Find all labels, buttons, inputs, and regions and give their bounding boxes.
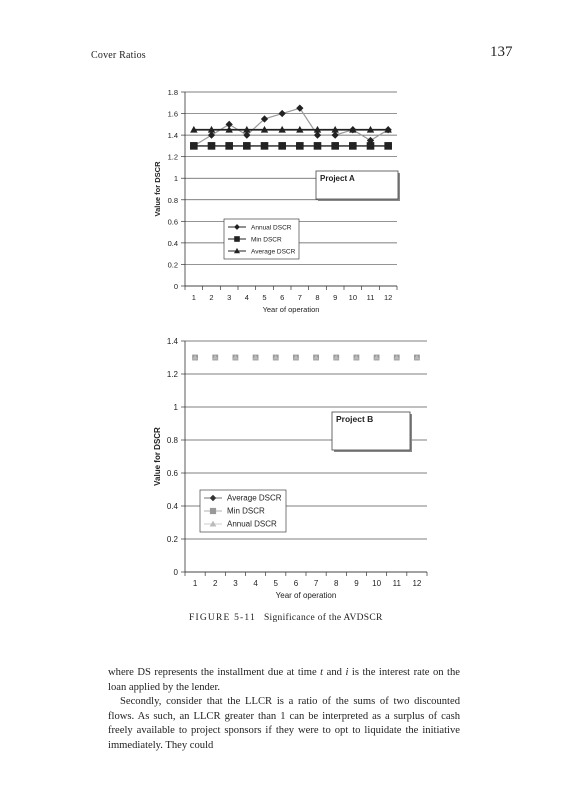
- series-b-0: [193, 355, 419, 359]
- point-a-0-5: [279, 110, 285, 116]
- p1-part-c: is the interest rate on the loan applied by the lender.: [108, 667, 461, 693]
- legend-a: [224, 219, 299, 259]
- figure-caption: [189, 613, 383, 623]
- xtick-label-a-3: 4: [244, 293, 249, 302]
- legend-label-a-1: Min DSCR: [251, 236, 282, 244]
- xtick-label-a-4: 5: [262, 293, 267, 302]
- xtick-label-b-1: 2: [213, 579, 218, 588]
- x-axis-label-a: Year of operation: [262, 305, 320, 314]
- legend-b: [200, 490, 286, 532]
- legend-label-b-2: Annual DSCR: [227, 519, 277, 529]
- ytick-label-b-4: 0.8: [166, 436, 178, 445]
- y-axis-label-b: Value for DSCR: [153, 427, 162, 486]
- ytick-label-a-9: 1.8: [167, 88, 178, 97]
- xtick-label-b-5: 6: [293, 579, 299, 588]
- point-a-1-0: [190, 142, 197, 149]
- running-header: Cover Ratios: [91, 50, 146, 61]
- series-a-1: [190, 142, 391, 149]
- ytick-label-a-1: 0.2: [167, 260, 178, 270]
- point-a-1-6: [296, 142, 303, 149]
- p1-part-b: and: [323, 667, 346, 678]
- figure-caption-text: Significance of the AVDSCR: [263, 613, 383, 623]
- panel-label-a: Project A: [320, 174, 355, 183]
- ytick-label-a-6: 1.2: [167, 152, 178, 162]
- chart-a-svg: [0, 84, 565, 319]
- xtick-label-b-10: 11: [392, 579, 401, 588]
- chart-project-b: [0, 333, 565, 603]
- xtick-label-b-9: 10: [372, 579, 382, 588]
- point-a-1-4: [261, 142, 268, 149]
- point-a-1-8: [332, 142, 339, 149]
- point-a-1-5: [279, 142, 286, 149]
- point-a-1-11: [385, 142, 392, 149]
- ytick-label-a-7: 1.4: [167, 131, 178, 141]
- p1-var-i: i: [345, 667, 349, 678]
- panel-label-b: Project B: [336, 414, 374, 424]
- page-number: 137: [490, 44, 513, 60]
- series-b-2: [193, 355, 419, 359]
- legend-marker-b-1: [210, 508, 216, 514]
- ytick-label-a-4: 0.8: [167, 195, 178, 205]
- xtick-label-b-8: 9: [354, 579, 359, 588]
- ytick-label-a-0: 0: [173, 282, 178, 291]
- figure-number: FIGURE 5-11: [189, 613, 256, 623]
- p1-part-a: where DS represents the installment due at time: [108, 667, 321, 678]
- chart-b-svg: [0, 333, 565, 603]
- ytick-label-b-1: 0.2: [166, 535, 178, 544]
- xtick-label-b-4: 5: [273, 579, 278, 588]
- xtick-label-a-7: 8: [315, 293, 320, 302]
- point-a-1-9: [349, 142, 356, 149]
- series-b-1: [192, 355, 419, 360]
- ytick-label-a-2: 0.4: [167, 238, 178, 248]
- xtick-label-a-0: 1: [191, 293, 196, 302]
- xtick-label-b-7: 8: [334, 579, 339, 588]
- xtick-label-a-11: 12: [383, 293, 393, 302]
- y-axis-label-a: Value for DSCR: [153, 161, 162, 217]
- chart-project-a: [0, 84, 565, 319]
- xtick-label-a-2: 3: [227, 293, 232, 302]
- ytick-label-b-2: 0.4: [166, 502, 178, 511]
- ytick-label-a-8: 1.6: [167, 109, 178, 119]
- series-a-0: [191, 105, 392, 149]
- body-text: [108, 666, 460, 753]
- xtick-label-b-3: 4: [253, 579, 258, 588]
- point-a-1-3: [243, 142, 250, 149]
- legend-label-a-0: Annual DSCR: [251, 224, 292, 232]
- xtick-label-b-11: 12: [412, 579, 422, 588]
- legend-label-b-0: Average DSCR: [227, 493, 282, 503]
- legend-label-a-2: Average DSCR: [251, 248, 296, 256]
- ytick-label-a-3: 0.6: [167, 217, 178, 227]
- paragraph-2: Secondly, consider that the LLCR is a ratio of the sums of two discounted flows. As such, an LLCR greater than 1 can be interpreted as a surplus of cash freely available to project sponsors if they were to opt to liquidate the initiative immediately. They could: [108, 696, 460, 751]
- x-axis-label-b: Year of operation: [275, 591, 337, 600]
- paragraph-1: [108, 666, 460, 695]
- point-a-0-1: [208, 132, 214, 138]
- xtick-label-a-6: 7: [297, 293, 302, 302]
- legend-marker-a-1: [235, 237, 240, 242]
- p1-var-t: t: [320, 667, 324, 678]
- series-a-2: [191, 127, 392, 133]
- legend-label-b-1: Min DSCR: [227, 506, 265, 516]
- point-a-0-7: [314, 132, 320, 138]
- ytick-label-b-7: 1.4: [166, 337, 178, 346]
- point-a-1-2: [226, 142, 233, 149]
- ytick-label-a-5: 1: [173, 174, 178, 184]
- point-a-1-1: [208, 142, 215, 149]
- ytick-label-b-3: 0.6: [166, 469, 178, 478]
- point-a-0-8: [332, 132, 338, 138]
- xtick-label-a-8: 9: [333, 293, 338, 302]
- xtick-label-a-9: 10: [348, 293, 358, 302]
- ytick-label-b-6: 1.2: [166, 370, 178, 379]
- point-a-0-6: [297, 105, 303, 111]
- point-a-1-7: [314, 142, 321, 149]
- ytick-label-b-5: 1: [173, 403, 178, 412]
- ytick-label-b-0: 0: [173, 568, 178, 577]
- xtick-label-b-2: 3: [233, 579, 238, 588]
- xtick-label-b-6: 7: [313, 579, 319, 588]
- xtick-label-a-1: 2: [209, 293, 214, 302]
- xtick-label-a-5: 6: [280, 293, 285, 302]
- xtick-label-a-10: 11: [366, 293, 375, 302]
- xtick-label-b-0: 1: [192, 579, 198, 588]
- point-a-1-10: [367, 142, 374, 149]
